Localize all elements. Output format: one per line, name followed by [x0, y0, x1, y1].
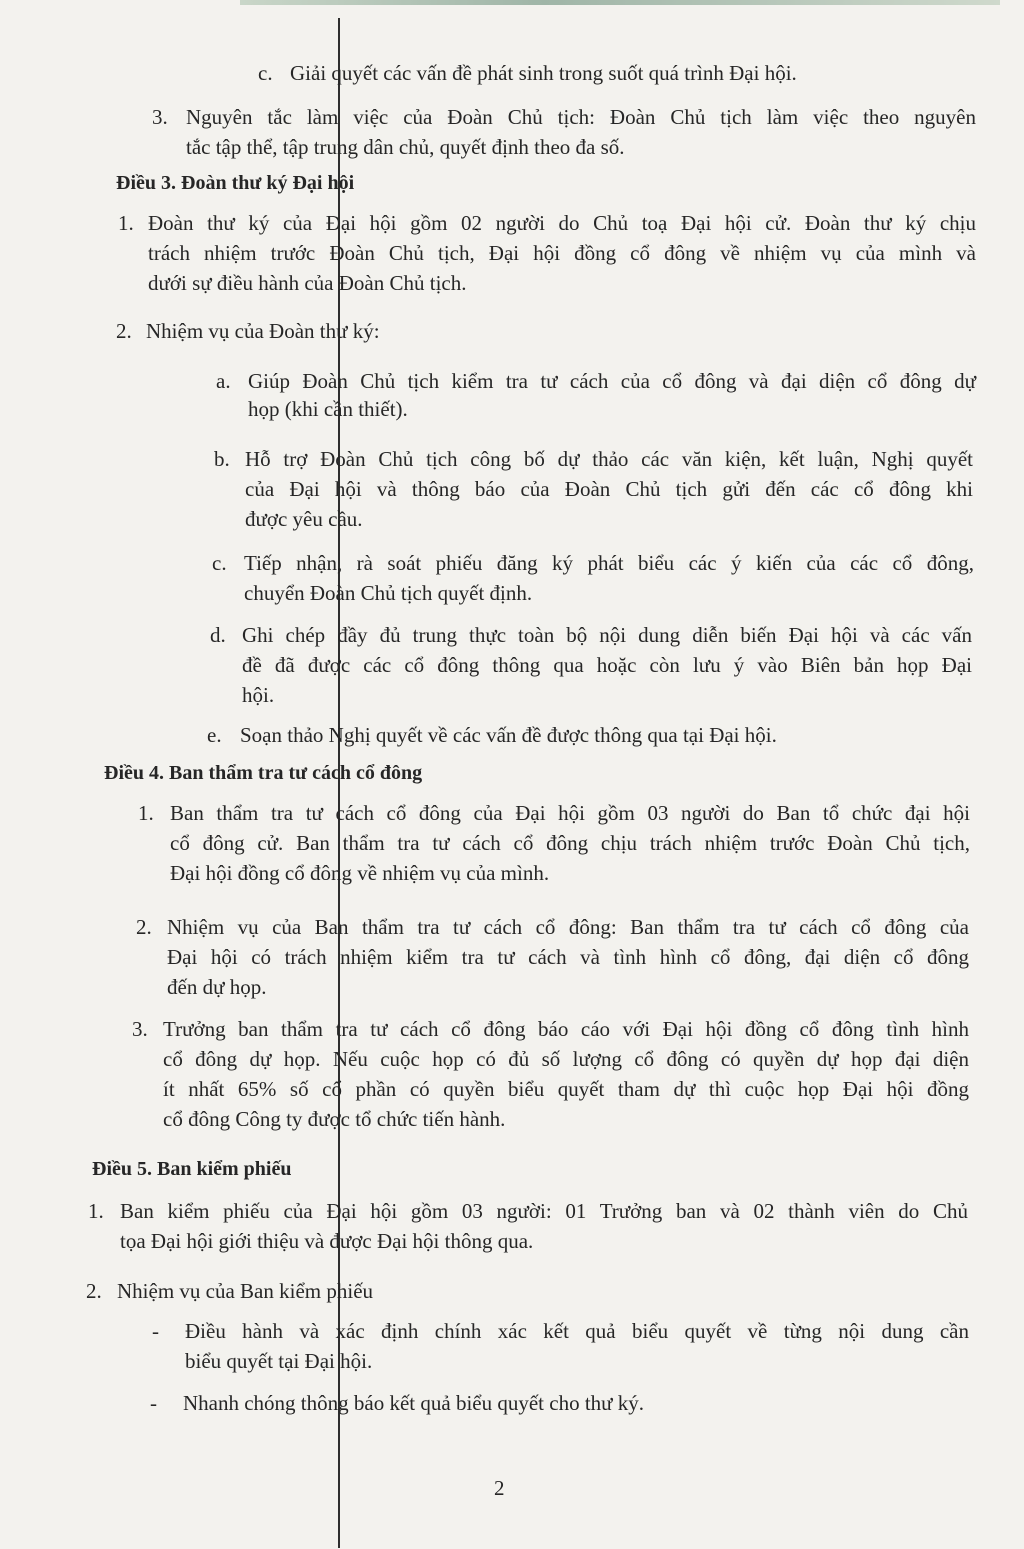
paragraph-line: Tiếp nhận, rà soát phiếu đăng ký phát biểu các ý kiến của các cổ đông, [244, 551, 974, 575]
top-edge-band [240, 0, 1000, 5]
paragraph-line: Nhiệm vụ của Ban kiểm phiếu [117, 1279, 374, 1303]
section-heading: Điều 4. Ban thẩm tra tư cách cổ đông [104, 762, 423, 784]
paragraph-line: họp (khi cần thiết). [248, 397, 408, 421]
paragraph-line: Hỗ trợ Đoàn Chủ tịch công bố dự thảo các văn kiện, kết luận, Nghị quyết [245, 447, 973, 471]
paragraph-line: Ban kiểm phiếu của Đại hội gồm 03 người: 01 Trưởng ban và 02 thành viên do Chủ [120, 1199, 968, 1223]
paragraph-line: tọa Đại hội giới thiệu và được Đại hội thông qua. [120, 1229, 534, 1253]
list-marker: 2. [136, 915, 152, 939]
paragraph-line: được yêu cầu. [245, 507, 363, 531]
paragraph-line: Điều hành và xác định chính xác kết quả biểu quyết về từng nội dung cần [185, 1319, 969, 1343]
list-marker: 2. [86, 1279, 102, 1303]
paragraph-line: tắc tập thể, tập trung dân chủ, quyết định theo đa số. [186, 135, 625, 159]
page-number: 2 [494, 1476, 505, 1500]
list-marker: 1. [118, 211, 134, 235]
list-marker: c. [258, 61, 273, 85]
paragraph-line: Giải quyết các vấn đề phát sinh trong suốt quá trình Đại hội. [290, 61, 797, 85]
list-marker: b. [214, 447, 230, 471]
list-marker: 3. [132, 1017, 148, 1041]
paragraph-line: Ghi chép đầy đủ trung thực toàn bộ nội dung diễn biến Đại hội và các vấn [242, 623, 972, 647]
paragraph-line: Nhiệm vụ của Đoàn thư ký: [146, 319, 380, 343]
list-marker: 1. [88, 1199, 104, 1223]
list-marker: 3. [152, 105, 168, 129]
paragraph-line: cổ đông Công ty được tổ chức tiến hành. [163, 1107, 506, 1131]
list-marker: c. [212, 551, 227, 575]
paragraph-line: của Đại hội và thông báo của Đoàn Chủ tịch gửi đến các cổ đông khi [245, 477, 973, 501]
paragraph-line: đến dự họp. [167, 975, 267, 999]
paragraph-line: Nguyên tắc làm việc của Đoàn Chủ tịch: Đoàn Chủ tịch làm việc theo nguyên [186, 105, 976, 129]
paragraph-line: trách nhiệm trước Đoàn Chủ tịch, Đại hội đồng cổ đông về nhiệm vụ của mình và [148, 241, 976, 265]
list-marker: a. [216, 369, 231, 393]
paragraph-line: cổ đông dự họp. Nếu cuộc họp có đủ số lượng cổ đông có quyền dự họp đại diện [163, 1047, 969, 1071]
list-marker: 2. [116, 319, 132, 343]
section-heading: Điều 3. Đoàn thư ký Đại hội [116, 172, 355, 194]
paragraph-line: Đại hội có trách nhiệm kiểm tra tư cách và tình hình cổ đông, đại diện cổ đông [167, 945, 969, 969]
paragraph-line: Nhiệm vụ của Ban thẩm tra tư cách cổ đông: Ban thẩm tra tư cách cổ đông của [167, 915, 969, 939]
paragraph-line: chuyển Đoàn Chủ tịch quyết định. [244, 581, 533, 605]
section-heading: Điều 5. Ban kiểm phiếu [92, 1158, 292, 1180]
paragraph-line: Soạn thảo Nghị quyết về các vấn đề được thông qua tại Đại hội. [240, 723, 777, 747]
paragraph-line: hội. [242, 683, 275, 707]
paragraph-line: Nhanh chóng thông báo kết quả biểu quyết cho thư ký. [183, 1391, 645, 1415]
paragraph-line: Đại hội đồng cổ đông về nhiệm vụ của mình. [170, 861, 550, 885]
list-marker: 1. [138, 801, 154, 825]
paragraph-line: dưới sự điều hành của Đoàn Chủ tịch. [148, 271, 467, 295]
list-marker: d. [210, 623, 226, 647]
paragraph-line: Giúp Đoàn Chủ tịch kiểm tra tư cách của cổ đông và đại diện cổ đông dự [248, 369, 976, 393]
list-marker: e. [207, 723, 222, 747]
list-marker: - [152, 1319, 159, 1343]
paragraph-line: Đoàn thư ký của Đại hội gồm 02 người do Chủ toạ Đại hội cử. Đoàn thư ký chịu [148, 211, 976, 235]
list-marker: - [150, 1391, 157, 1415]
paragraph-line: cổ đông cử. Ban thẩm tra tư cách cổ đông chịu trách nhiệm trước Đoàn Chủ tịch, [170, 831, 970, 855]
paragraph-line: Ban thẩm tra tư cách cổ đông của Đại hội gồm 03 người do Ban tổ chức đại hội [170, 801, 970, 825]
paragraph-line: ít nhất 65% số cổ phần có quyền biểu quyết tham dự thì cuộc họp Đại hội đồng [163, 1077, 969, 1101]
paragraph-line: Trưởng ban thẩm tra tư cách cổ đông báo cáo với Đại hội đồng cổ đông tình hình [163, 1017, 969, 1041]
paragraph-line: đề đã được các cổ đông thông qua hoặc còn lưu ý vào Biên bản họp Đại [242, 653, 972, 677]
paragraph-line: biểu quyết tại Đại hội. [185, 1349, 373, 1373]
